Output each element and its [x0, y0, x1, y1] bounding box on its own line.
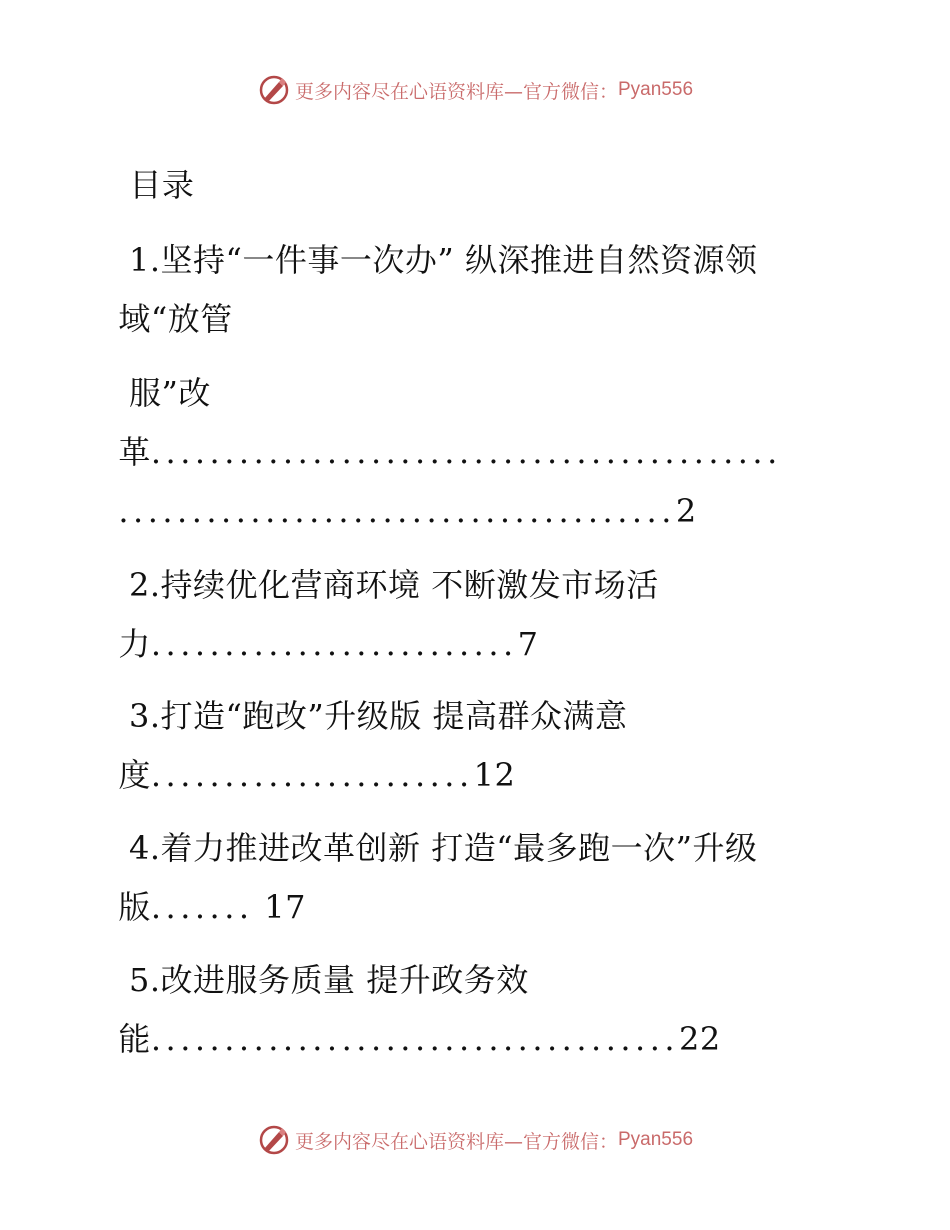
- toc-page-number: 12: [473, 756, 516, 794]
- toc-entry-text: 3.打造“跑改”升级版 提高群众满意: [118, 697, 628, 735]
- watermark-text: 更多内容尽在心语资料库—官方微信：: [294, 80, 618, 103]
- toc-page-number: 7: [517, 625, 539, 663]
- toc-leader-dots: ......................: [150, 756, 474, 794]
- toc-entry-1-line-2: [97, 259, 233, 339]
- toc-leader-dots: ...........................................: [150, 433, 782, 471]
- toc-entry-text: 2.持续优化营商环境 不断激发市场活: [118, 566, 659, 604]
- toc-entry-text: 1.坚持“一件事一次办” 纵深推进自然资源领: [118, 241, 758, 279]
- toc-page-number: 2: [675, 492, 697, 530]
- toc-leader-dots: ......................................: [118, 492, 676, 530]
- toc-entry-1-line-5: [97, 451, 697, 531]
- watermark-text: 更多内容尽在心语资料库—官方微信：: [294, 1130, 618, 1153]
- toc-entry-text: 服”改: [118, 374, 211, 412]
- toc-entry-4-line-2: [97, 847, 306, 927]
- toc-leader-dots: .......: [150, 888, 254, 926]
- toc-title: [108, 125, 194, 205]
- toc-entry-text: 革: [118, 433, 151, 471]
- toc-entry-3-line-2: [97, 715, 515, 795]
- toc-page-number: 22: [679, 1020, 721, 1058]
- pen-logo-icon: [257, 1123, 291, 1157]
- watermark-id: Pyan556: [618, 1129, 694, 1150]
- watermark-id: Pyan556: [618, 79, 694, 100]
- toc-entry-text: 能: [118, 1020, 151, 1058]
- toc-entry-text: 域“放管: [118, 300, 233, 338]
- toc-leader-dots: ....................................: [150, 1020, 680, 1058]
- toc-entry-text: 力: [118, 625, 151, 663]
- toc-entry-5-line-2: [97, 979, 721, 1059]
- header-watermark: [0, 70, 950, 110]
- toc-page-number: 17: [253, 888, 306, 926]
- toc-entry-text: 版: [118, 888, 151, 926]
- toc-title-text: 目录: [129, 166, 195, 204]
- toc-entry-text: 度: [118, 756, 151, 794]
- pen-logo-icon: [257, 73, 291, 107]
- toc-leader-dots: .........................: [150, 625, 518, 663]
- toc-entry-2-line-2: [97, 584, 539, 664]
- toc-entry-text: 4.着力推进改革创新 打造“最多跑一次”升级: [118, 829, 758, 867]
- toc-entry-text: 5.改进服务质量 提升政务效: [118, 961, 529, 999]
- footer-watermark: [0, 1120, 950, 1160]
